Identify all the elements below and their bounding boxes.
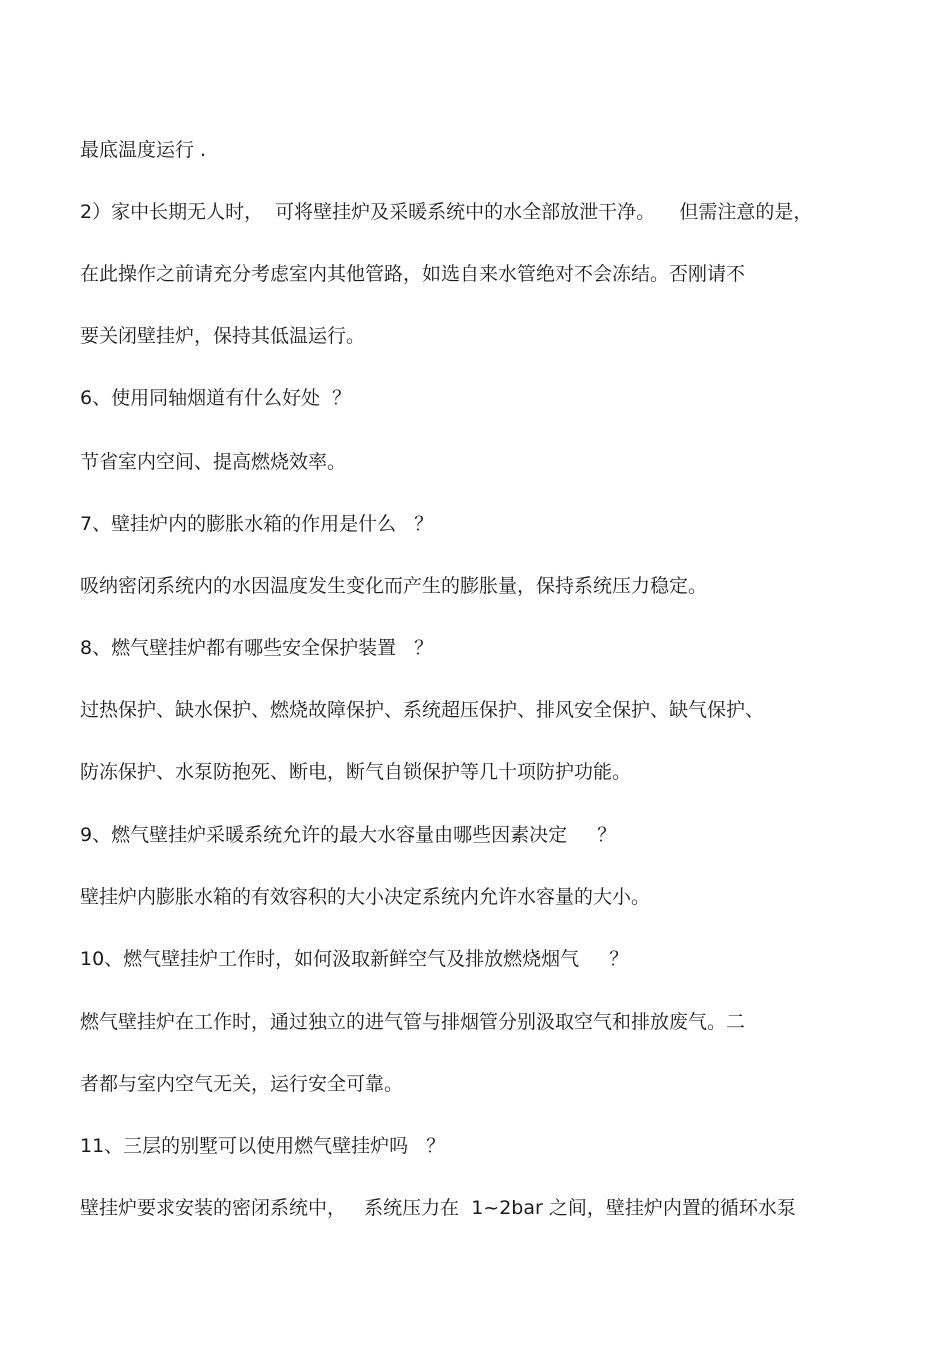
question-heading: 10、燃气壁挂炉工作时，如何汲取新鲜空气及排放燃烧烟气 ？ <box>80 948 629 970</box>
text-line: 最底温度运行 . <box>80 139 207 161</box>
question-heading: 6、使用同轴烟道有什么好处 ？ <box>80 387 352 409</box>
question-heading: 7、壁挂炉内的膨胀水箱的作用是什么 ？ <box>80 513 434 535</box>
answer-text: 过热保护、缺水保护、燃烧故障保护、系统超压保护、排风安全保护、缺气保护、 <box>80 699 765 721</box>
text-line: 要关闭壁挂炉，保持其低温运行。 <box>80 325 366 347</box>
question-heading: 9、燃气壁挂炉采暖系统允许的最大水容量由哪些因素决定 ？ <box>80 824 617 846</box>
answer-text: 壁挂炉要求安装的密闭系统中， 系统压力在 1~2bar 之间，壁挂炉内置的循环水泵 <box>80 1197 796 1219</box>
answer-text: 者都与室内空气无关，运行安全可靠。 <box>80 1073 404 1095</box>
question-heading: 8、燃气壁挂炉都有哪些安全保护装置 ？ <box>80 637 434 659</box>
answer-text: 节省室内空间、提高燃烧效率。 <box>80 451 347 473</box>
text-line: 2）家中长期无人时， 可将壁挂炉及采暖系统中的水全部放泄干净。 但需注意的是， <box>80 201 813 223</box>
answer-text: 防冻保护、水泵防抱死、断电，断气自锁保护等几十项防护功能。 <box>80 761 632 783</box>
question-heading: 11、三层的别墅可以使用燃气壁挂炉吗 ？ <box>80 1135 446 1157</box>
text-line: 在此操作之前请充分考虑室内其他管路，如选自来水管绝对不会冻结。否刚请不 <box>80 263 746 285</box>
answer-text: 壁挂炉内膨胀水箱的有效容积的大小决定系统内允许水容量的大小。 <box>80 886 651 908</box>
answer-text: 燃气壁挂炉在工作时，通过独立的进气管与排烟管分别汲取空气和排放废气。二 <box>80 1011 746 1033</box>
answer-text: 吸纳密闭系统内的水因温度发生变化而产生的膨胀量，保持系统压力稳定。 <box>80 575 708 597</box>
